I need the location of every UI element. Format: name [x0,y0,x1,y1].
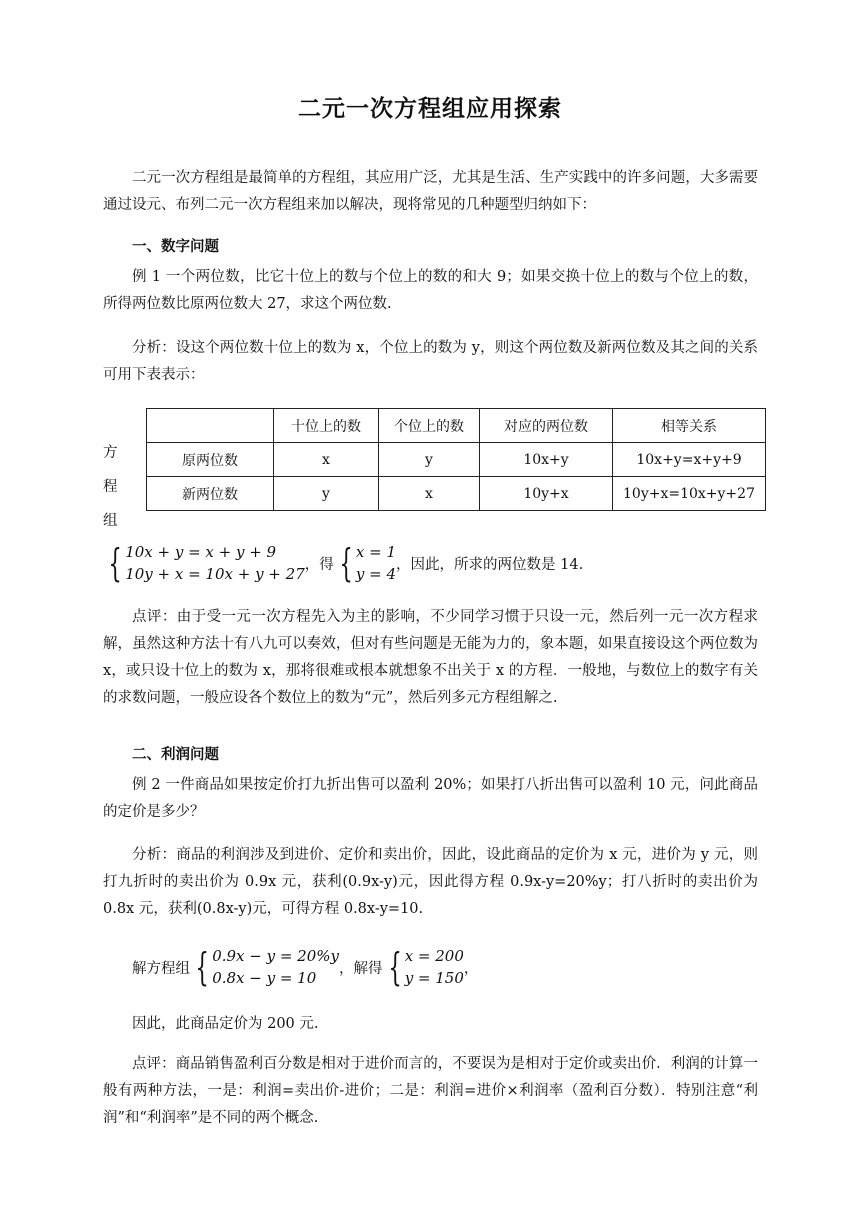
equation-system-2 [190,945,339,989]
get-label: ，解得 [339,960,383,977]
comment1-text: 点评：由于受一元一次方程先入为主的影响，不少同学习惯于只设一元，然后列一元一次方程求解，虽然这种方法十有八九可以奏效，但对有些问题是无能为力的，象本题，如果直接设这个两位数为 x，或只设十位上的数为 x，那将很难或根本就想象不出关于 x 的方程．一般地，与数位上的数字有关的求数问题，一般应设各个数位上的数为“元”，然后列多元方程组解之. [103,609,758,706]
conclusion-text: ，因此，所求的两位数是 14. [396,556,584,573]
table-cell: y [274,477,379,511]
solution-end: ， [463,960,479,977]
result2-text: 因此，此商品定价为 200 元. [132,1016,319,1032]
equation: 0.9x − y = 20%y [212,947,339,965]
solution: x = 1 [355,543,397,561]
table-cell: 10y+x [480,477,613,511]
table-cell: y [379,443,480,477]
page-title: 二元一次方程组应用探索 [298,96,562,122]
left-brace: { [195,945,209,989]
solution: x = 200 [404,947,464,965]
table-header-cell: 对应的两位数 [480,409,613,443]
table-header-row [147,409,766,443]
solution-system-1 [334,541,396,585]
section2-heading: 二、利润问题 [132,747,219,763]
intro-paragraph: 二元一次方程组是最简单的方程组，其应用广泛，尤其是生活、生产实践中的许多问题，大多需要通过设元、布列二元一次方程组来加以解决，现将常见的几种题型归纳如下： [103,170,758,213]
equation-system-1 [103,541,305,585]
solve-label: 解方程组 [132,960,190,977]
equation: 10y + x = 10x + y + 27 [125,565,305,583]
table-cell: 新两位数 [147,477,274,511]
analysis1-text: 分析：设这个两位数十位上的数为 x，个位上的数为 y，则这个两位数及新两位数及其之间的关系可用下表表示： [103,340,758,383]
table-header-cell: 相等关系 [613,409,766,443]
table-cell: x [379,477,480,511]
side-label-char: 程 [103,479,118,495]
side-label-char: 方 [103,445,118,461]
table-cell: x [274,443,379,477]
equation: 0.8x − y = 10 [212,969,317,987]
left-brace: { [387,945,402,989]
left-brace: { [108,541,122,585]
solution-system-2 [383,945,464,989]
digit-table [146,408,766,511]
table-header-cell [147,409,274,443]
table-cell: 10y+x=10x+y+27 [613,477,766,511]
equation-line-1 [103,541,583,585]
side-label-char: 组 [103,513,118,529]
table-row [147,443,766,477]
analysis2-text: 分析：商品的利润涉及到进价、定价和卖出价，因此，设此商品的定价为 x 元，进价为 y 元，则打九折时的卖出价为 0.9x 元，获利(0.9x-y)元，因此得方程 0.9x-y=20%y；打八折时的卖出价为 0.8x 元，获利(0.8x-y)元，可得方程 0.8x-y=10. [103,847,758,917]
equation-line-2 [132,945,478,989]
table-row [147,477,766,511]
table-header-cell: 个位上的数 [379,409,480,443]
section1-heading: 一、数字问题 [132,239,219,255]
left-brace: { [339,541,353,585]
table-header-cell: 十位上的数 [274,409,379,443]
equation: 10x + y = x + y + 9 [125,543,277,561]
table-cell: 10x+y=x+y+9 [613,443,766,477]
table-cell: 10x+y [480,443,613,477]
example1-text: 例 1 一个两位数，比它十位上的数与个位上的数的和大 9；如果交换十位上的数与个位上的数，所得两位数比原两位数大 27，求这个两位数. [103,269,758,312]
solution: y = 4 [355,565,397,583]
comment2-text: 点评：商品销售盈利百分数是相对于进价而言的，不要误为是相对于定价或卖出价．利润的计算一般有两种方法，一是：利润=卖出价-进价；二是：利润=进价×利润率（盈利百分数）．特别注意“利润”和“利润率”是不同的两个概念. [103,1056,758,1126]
table-cell: 原两位数 [147,443,274,477]
solution: y = 150 [404,969,464,987]
get-label: ，得 [304,556,334,573]
side-label [103,436,123,538]
example2-text: 例 2 一件商品如果按定价打九折出售可以盈利 20%；如果打八折出售可以盈利 10 元，问此商品的定价是多少？ [103,777,758,820]
